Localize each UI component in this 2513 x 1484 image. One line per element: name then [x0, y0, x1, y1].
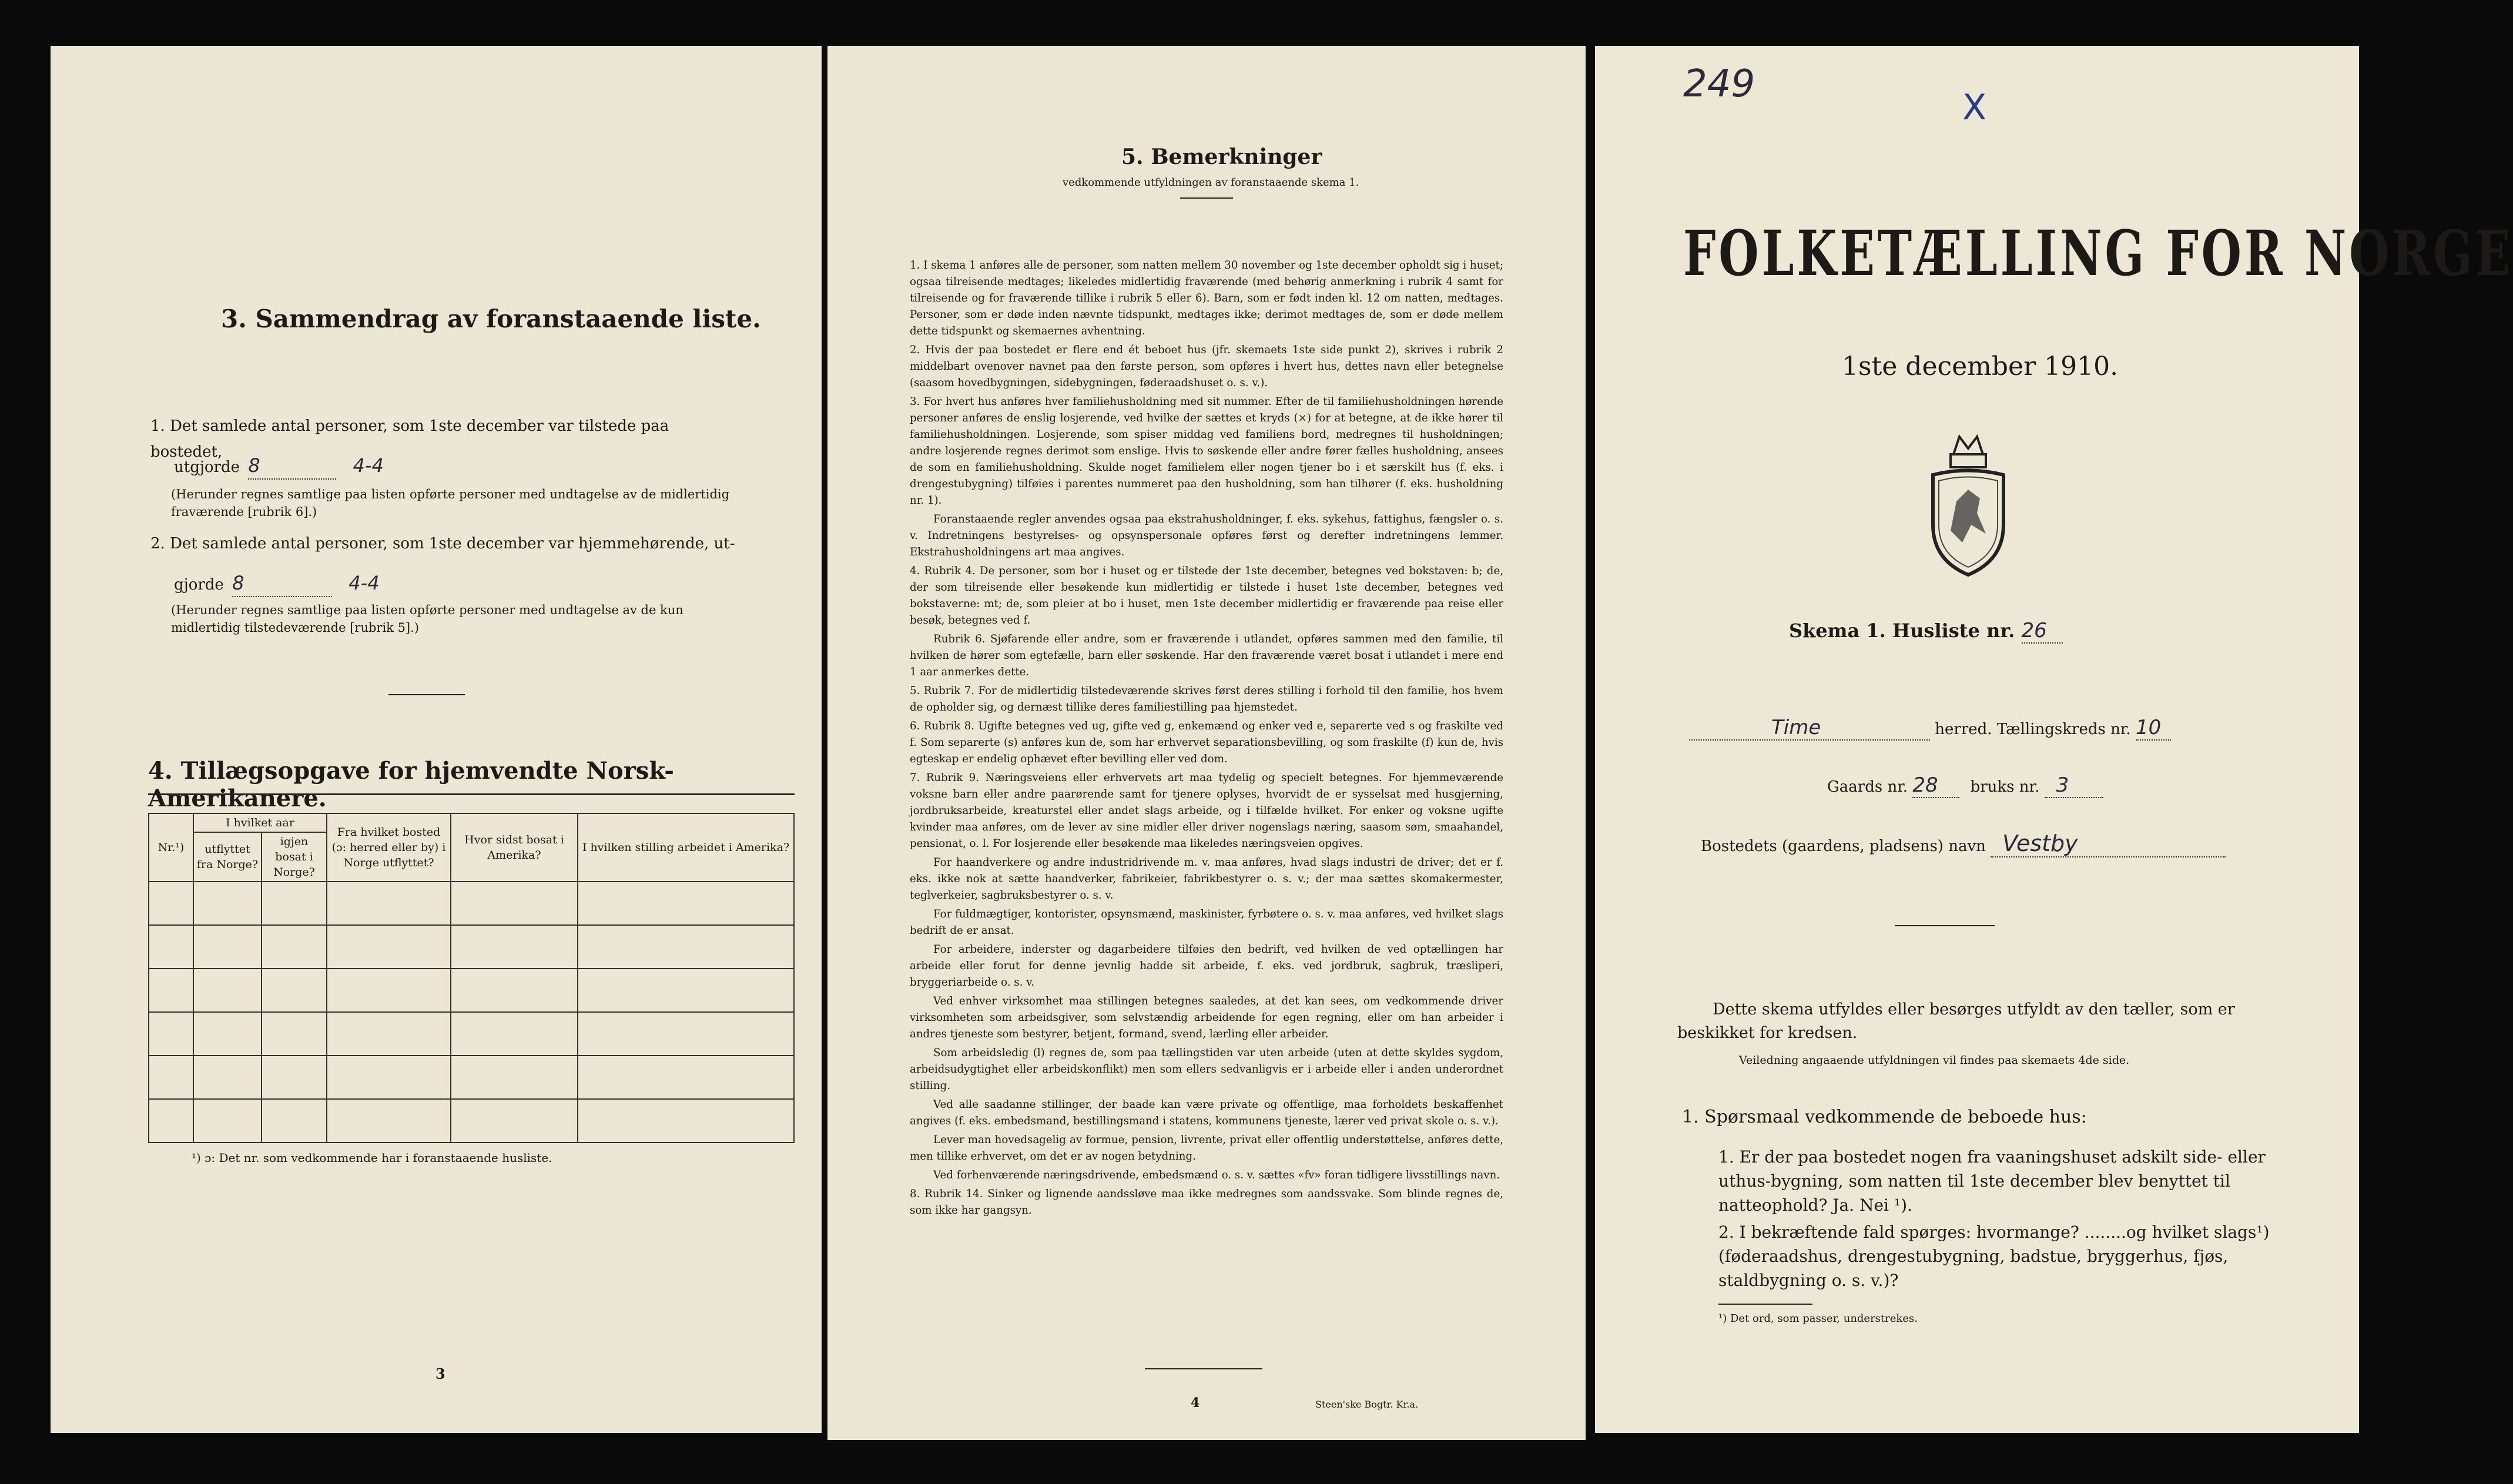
- herred-line: [1689, 716, 2171, 741]
- list-item: For arbeidere, inderster og dagarbeidere tilføies den bedrift, ved hvilken de ved optællingen har arbeide eller forut for denne jevnlig hadde sit arbeide, f. eks. ved jordbruk, sagbruk, træsliperi, bryggeriarbeide o. s. v.: [910, 943, 1503, 989]
- form-description: Dette skema utfyldes eller besørges utfyldt av den tæller, som er beskikket for kredsen.: [1677, 1000, 2235, 1042]
- table-row: [149, 1056, 794, 1099]
- question-2-answer: [174, 570, 762, 598]
- col-igjen: igjen bosat i Norge?: [262, 832, 327, 882]
- section-4-title: 4. Tillægsopgave for hjemvendte Norsk-Amerikanere.: [148, 757, 675, 812]
- title-rule: [148, 793, 795, 795]
- question-2-note: (Herunder regnes samtlige paa listen opførte personer med undtagelse av de kun midlertidig tilstedeværende [rubrik 5].): [171, 603, 683, 635]
- list-item: 8. Rubrik 14. Sinker og lignende aandssløve maa ikke medregnes som aandssvake. Som blinde regnes de, som ikke har gangsyn.: [910, 1188, 1503, 1217]
- handwritten-total-2: 8: [232, 570, 332, 597]
- sub-question-2: 2. I bekræftende fald spørges: hvormange? ........og hvilket slags¹) (føderaadshus, drengestubygning, badstue, bryggerhus, fjøs, staldbygning o. s. v.)?: [1718, 1222, 2270, 1290]
- left-page: [51, 46, 822, 1433]
- question-1-note: (Herunder regnes samtlige paa listen opførte personer med undtagelse av de midlertidig fraværende [rubrik 6].): [171, 487, 730, 519]
- handwritten-total-1: 8: [248, 453, 336, 480]
- handwritten-number: 249: [1683, 62, 1755, 106]
- norsk-amerikanere-table: [148, 813, 795, 1143]
- question-1-answer: [174, 453, 762, 480]
- list-item: 1. I skema 1 anføres alle de personer, som natten mellem 30 november og 1ste december opholdt sig i huset; ogsaa tilreisende medtages; likeledes midlertidig fraværende (med behørig anmerkning i rubrik 4 samt for tilreisende og for fraværende tillike i rubrik 5 eller 6). Barn, som er født inden kl. 12 om natten, medtages. Personer, som er døde inden nævnte tidspunkt, medtages ikke; derimot medtages de, som er døde mellem dette tidspunkt og skemaernes avhentning.: [910, 259, 1503, 337]
- list-item: 6. Rubrik 8. Ugifte betegnes ved ug, gifte ved g, enkemænd og enker ved e, separerte ved s og fraskilte ved f. Som separerte (s) anføres kun de, som har erhvervet separationsbevilling, og som fraskilte (f) kun de, hvis egteskap er endelig ophævet efter bevilling eller ved dom.: [910, 720, 1503, 765]
- footnote: ¹) Det ord, som passer, understrekes.: [1718, 1312, 1918, 1325]
- husliste-number: 26: [2022, 619, 2063, 644]
- kreds-number: 10: [2136, 716, 2171, 741]
- list-item: Foranstaaende regler anvendes ogsaa paa ekstrahusholdninger, f. eks. sykehus, fattighus, fængsler o. s. v. Indretningens bestyrelses- og opsynspersonale opføres først og derefter indretningens lemmer. Ekstrahusholdningens art maa angives.: [910, 513, 1503, 558]
- page-number: 4: [1191, 1395, 1200, 1411]
- col-bosted: Fra hvilket bosted (ɔ: herred eller by) i Norge utflyttet?: [327, 813, 451, 882]
- bosted-line: [1701, 830, 2226, 857]
- bruks-number: 3: [2045, 773, 2103, 798]
- divider: [1180, 197, 1233, 199]
- table-row: [149, 969, 794, 1012]
- census-date: 1ste december 1910.: [1842, 351, 2119, 381]
- bemerkninger-list: [910, 257, 1503, 1221]
- gaards-label: Gaards nr.: [1827, 778, 1908, 796]
- bemerkninger-title: 5. Bemerkninger: [1121, 145, 1322, 169]
- handwritten-split-2: 4-4: [349, 572, 380, 594]
- question-1-heading: 1. Spørsmaal vedkommende de beboede hus:: [1682, 1107, 2087, 1127]
- list-item: Rubrik 6. Sjøfarende eller andre, som er fraværende i utlandet, opføres sammen med den familie, til hvilken de hører som egtefælle, barn eller søskende. Har den fraværende været bosat i utlandet i mere end 1 aar anmerkes dette.: [910, 633, 1503, 678]
- skema-label: Skema 1. Husliste nr.: [1789, 619, 2015, 642]
- printer-mark: Steen'ske Bogtr. Kr.a.: [1315, 1399, 1419, 1410]
- divider: [1145, 1368, 1262, 1369]
- table-row: [149, 925, 794, 969]
- col-group-year: I hvilket aar: [193, 813, 327, 832]
- divider: [1718, 1304, 1812, 1305]
- question-2-text: 2. Det samlede antal personer, som 1ste december var hjemmehørende, ut-: [150, 535, 735, 552]
- list-item: 2. Hvis der paa bostedet er flere end ét beboet hus (jfr. skemaets 1ste side punkt 2), skrives i rubrik 2 middelbart ovenover navnet paa den første person, som opføres i hvert hus, dettes navn eller betegnelse (saasom hovedbygningen, sidebygningen, føderaadshuset o. s. v.).: [910, 344, 1503, 389]
- list-item: Lever man hovedsagelig av formue, pension, livrente, privat eller offentlig understøttelse, anføres dette, men tillike erhvervet, om det er av nogen betydning.: [910, 1134, 1503, 1163]
- question-1-text: 1. Det samlede antal personer, som 1ste december var tilstede paa bostedet,: [150, 417, 669, 461]
- bosted-name: Vestby: [1991, 830, 2226, 857]
- right-page: [1595, 46, 2513, 1433]
- guide-note: Veiledning angaaende utfyldningen vil findes paa skemaets 4de side.: [1739, 1054, 2130, 1067]
- list-item: 7. Rubrik 9. Næringsveiens eller erhvervets art maa tydelig og specielt betegnes. For hjemmeværende voksne barn eller andre paarørende samt for tjenere oplyses, hvorvidt de er sysselsat med husgjerning, jordbruksarbeide, kreaturstel eller andet slags arbeide, og i tilfælde hvilket. For enker og voksne ugifte kvinder maa anføres, om de lever av sine midler eller driver nogenslags næring, saasom søm, smaahandel, pensionat, o. l. For losjerende eller besøkende maa likeledes næringsveien opgives.: [910, 772, 1503, 850]
- page-number: 3: [435, 1365, 445, 1382]
- list-item: 5. Rubrik 7. For de midlertidig tilstedeværende skrives først deres stilling i forhold til den familie, hos hvem de opholder sig, og dernæst tillike deres familiestilling paa hjemstedet.: [910, 685, 1503, 713]
- col-stilling: I hvilken stilling arbeidet i Amerika?: [578, 813, 794, 882]
- herred-label: herred. Tællingskreds nr.: [1935, 721, 2131, 738]
- list-item: For haandverkere og andre industridrivende m. v. maa anføres, hvad slags industri de driver; det er f. eks. ikke nok at sætte haandverker, fabrikeier, fabrikbestyrer o. s. v.; der maa sættes skomakermester, teglverkeier, sagbruksbestyrer o. s. v.: [910, 856, 1503, 902]
- divider: [388, 694, 465, 695]
- table-row: [149, 1099, 794, 1143]
- table-row: [149, 1012, 794, 1056]
- gjorde-label: gjorde: [174, 576, 224, 594]
- list-item: Ved alle saadanne stillinger, der baade kan være private og offentlige, maa forholdets beskaffenhet angives (f. eks. embedsmand, bestillingsmand i statens, kommunens tjeneste, lærer ved privat skole o. s. v.).: [910, 1098, 1503, 1127]
- list-item: Ved forhenværende næringsdrivende, embedsmænd o. s. v. sættes «fv» foran tidligere livsstillings navn.: [933, 1169, 1500, 1181]
- bosted-label: Bostedets (gaardens, pladsens) navn: [1701, 838, 1986, 855]
- sub-question-1: 1. Er der paa bostedet nogen fra vaaningshuset adskilt side- eller uthus-bygning, som natten til 1ste december blev benyttet til natteophold? Ja. Nei ¹).: [1718, 1147, 2266, 1215]
- bruks-label: bruks nr.: [1970, 778, 2040, 796]
- form-title: FOLKETÆLLING FOR NORGE: [1683, 216, 2513, 290]
- list-item: 3. For hvert hus anføres hver familiehusholdning med sit nummer. Efter de til familiehusholdningen hørende personer anføres de enslig losjerende, ved hvilke der sættes et kryds (×) for at betegne, at de ikke hører til familiehusholdningen. Losjerende, som spiser middag ved familiens bord, medregnes til husholdningen; andre losjerende regnes derimot som enslige. Hvis to søskende eller andre fører fælles husholdning, ansees de som en familiehusholdning. Skulde noget familielem eller nogen tjener bo i et særskilt hus (f. eks. i drengestubygning) tilføies i parentes nummeret paa den husholdning, som han tilhører (f. eks. husholdning nr. 1).: [910, 396, 1503, 507]
- col-sidst: Hvor sidst bosat i Amerika?: [451, 813, 578, 882]
- herred-name: Time: [1689, 716, 1930, 741]
- list-item: For fuldmægtiger, kontorister, opsynsmænd, maskinister, fyrbøtere o. s. v. maa anføres, ved hvilket slags bedrift de er ansat.: [910, 908, 1503, 937]
- table-footnote: ¹) ɔ: Det nr. som vedkommende har i foranstaaende husliste.: [192, 1151, 552, 1165]
- list-item: Som arbeidsledig (l) regnes de, som paa tællingstiden var uten arbeide (uten at dette skyldes sygdom, arbeidsudygtighet eller arbeidskonflikt) men som ellers sedvanligvis er i arbeide eller i anden underordnet stilling.: [910, 1047, 1503, 1092]
- handwritten-cross-mark: X: [1962, 87, 1987, 128]
- coat-of-arms-icon: [1921, 431, 2015, 578]
- gaards-line: [1827, 773, 2103, 798]
- utgjorde-label: utgjorde: [174, 458, 240, 476]
- divider: [1895, 925, 1995, 926]
- middle-page: [827, 46, 1586, 1440]
- col-utflyttet: utflyttet fra Norge?: [193, 832, 262, 882]
- col-nr: Nr.¹): [149, 813, 193, 882]
- bemerkninger-subtitle: vedkommende utfyldningen av foranstaaende skema 1.: [1063, 176, 1359, 189]
- gaards-number: 28: [1912, 773, 1959, 798]
- handwritten-split-1: 4-4: [353, 454, 384, 477]
- list-item: Ved enhver virksomhet maa stillingen betegnes saaledes, at det kan sees, om vedkommende driver virksomheten som arbeidsgiver, som selvstændig arbeidende for egen regning, eller om han arbeider i andres tjeneste som bestyrer, betjent, formand, svend, lærling eller arbeider.: [910, 995, 1503, 1040]
- section-3-title: 3. Sammendrag av foranstaaende liste.: [221, 304, 761, 333]
- skema-husliste: [1789, 619, 2063, 644]
- list-item: 4. Rubrik 4. De personer, som bor i huset og er tilstede der 1ste december, betegnes ved bokstaven: b; de, der som tilreisende eller besøkende kun midlertidig er tilstede i huset 1ste december, betegnes ved bokstaverne: mt; de, som pleier at bo i huset, men 1ste december midlertidig er fraværende paa reise eller besøk, betegnes ved f.: [910, 565, 1503, 627]
- table-row: [149, 882, 794, 925]
